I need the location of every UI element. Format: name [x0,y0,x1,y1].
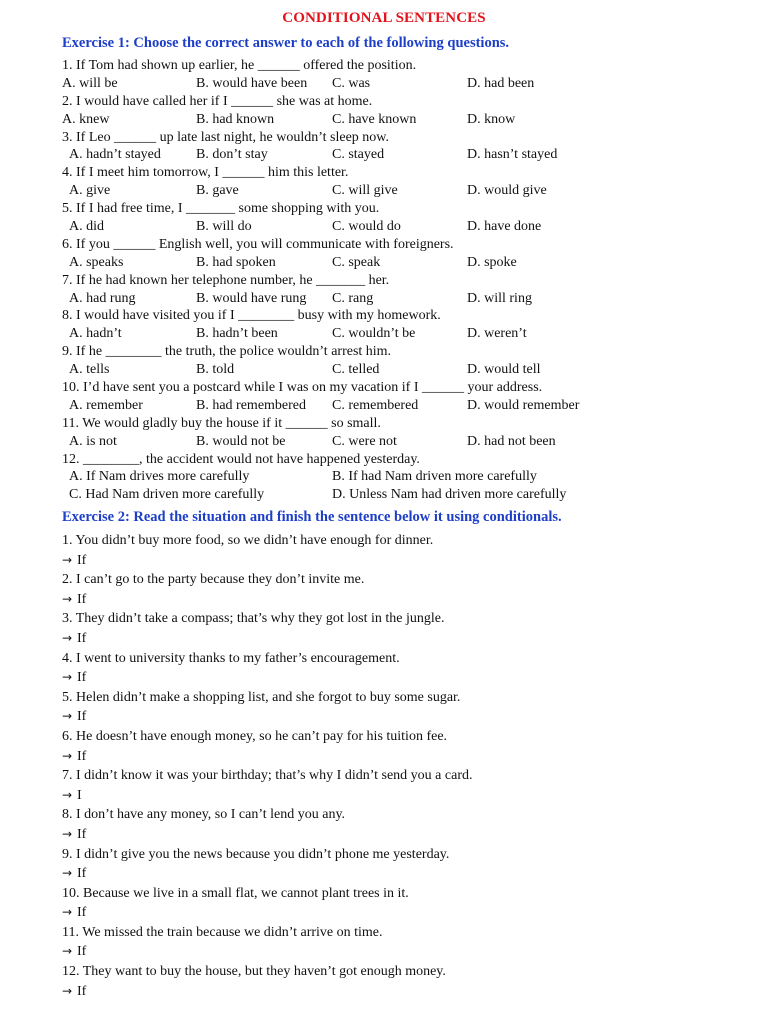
situation-text: 11. We missed the train because we didn’t arrive on time. [62,924,383,940]
answer-option[interactable]: D. hasn’t stayed [467,147,558,163]
question-text: 11. We would gladly buy the house if it ______ so small. [62,415,381,431]
situation-line [0,923,768,943]
answer-option[interactable]: C. will give [332,183,398,199]
question-text: 10. I’d have sent you a postcard while I was on my vacation if I ______ your address. [62,380,543,396]
question-text: 1. If Tom had shown up earlier, he ______ offered the position. [62,58,417,73]
options-line [0,75,768,93]
options-line [0,146,768,164]
options-line [0,290,768,308]
right-arrow-icon: → [62,944,73,959]
answer-option[interactable]: C. would do [332,219,401,235]
answer-option[interactable]: D. had been [467,75,535,91]
answer-option[interactable]: D. spoke [467,254,517,270]
question-text: 8. I would have visited you if I ________ busy with my homework. [62,308,441,324]
situation-text: 8. I don’t have any money, so I can’t lend you any. [62,807,346,823]
answer-start-word: If [77,944,87,960]
answer-start-word: If [77,670,87,686]
options-line [0,111,768,129]
answer-line[interactable] [0,629,768,649]
answer-option[interactable]: B. had known [196,111,275,127]
options-line [0,325,768,343]
exercise2-items [0,531,768,1001]
question-text: 2. I would have called her if I ______ she was at home. [62,93,373,109]
right-arrow-icon: → [62,552,73,567]
answer-option[interactable]: D. would give [467,183,547,199]
right-arrow-icon: → [62,983,73,998]
answer-option[interactable]: A. knew [62,111,110,127]
question-line [0,129,768,147]
answer-line[interactable] [0,942,768,962]
answer-option[interactable]: B. would have been [196,75,308,91]
answer-option[interactable]: A. had rung [69,290,136,306]
situation-text: 10. Because we live in a small flat, we cannot plant trees in it. [62,885,409,901]
question-line [0,57,768,75]
answer-start-word: If [77,552,87,568]
question-line [0,200,768,218]
answer-line[interactable] [0,903,768,923]
right-arrow-icon: → [62,787,73,802]
answer-start [62,629,86,649]
answer-line[interactable] [0,786,768,806]
answer-start-word: If [77,591,87,607]
question-text: 12. ________, the accident would not have happened yesterday. [62,451,420,467]
answer-option[interactable]: B. hadn’t been [196,326,278,342]
answer-option[interactable]: B. had spoken [196,254,276,270]
situation-line [0,805,768,825]
answer-option[interactable]: C. rang [332,290,374,306]
answer-line[interactable] [0,707,768,727]
answer-line[interactable] [0,982,768,1002]
right-arrow-icon: → [62,748,73,763]
question-text: 6. If you ______ English well, you will communicate with foreigners. [62,236,454,252]
situation-text: 1. You didn’t buy more food, so we didn’t have enough for dinner. [62,533,434,548]
situation-text: 3. They didn’t take a compass; that’s why they got lost in the jungle. [62,611,445,627]
situation-line [0,845,768,865]
answer-line[interactable] [0,747,768,767]
answer-start [62,786,82,806]
question-text: 7. If he had known her telephone number, he _______ her. [62,272,390,288]
options-line [0,254,768,272]
question-text: 3. If Leo ______ up late last night, he wouldn’t sleep now. [62,129,389,145]
answer-start [62,590,86,610]
answer-option[interactable]: C. telled [332,362,380,378]
answer-start-word: If [77,905,87,921]
answer-option[interactable]: C. have known [332,111,417,127]
answer-option[interactable]: B. If had Nam driven more carefully [332,469,537,485]
answer-start [62,707,86,727]
options-line [0,433,768,451]
situation-text: 12. They want to buy the house, but they haven’t got enough money. [62,964,446,980]
situation-line [0,884,768,904]
right-arrow-icon: → [62,630,73,645]
answer-start [62,668,86,688]
answer-option[interactable]: B. don’t stay [196,147,268,163]
exercise1-questions [0,57,768,504]
situation-text: 5. Helen didn’t make a shopping list, and she forgot to buy some sugar. [62,689,461,705]
answer-option[interactable]: A. speaks [69,254,124,270]
answer-option[interactable]: D. would remember [467,397,580,413]
answer-option[interactable]: A. is not [69,433,117,449]
answer-start-word: If [77,983,87,999]
situation-line [0,570,768,590]
answer-option[interactable]: C. Had Nam driven more carefully [69,487,265,503]
answer-option[interactable]: D. have done [467,219,542,235]
question-line [0,272,768,290]
situation-line [0,727,768,747]
answer-option[interactable]: B. would not be [196,433,286,449]
options-line [0,218,768,236]
situation-line [0,609,768,629]
situation-line [0,962,768,982]
answer-option[interactable]: B. had remembered [196,397,307,413]
right-arrow-icon: → [62,905,73,920]
right-arrow-icon: → [62,866,73,881]
answer-option[interactable]: D. weren’t [467,326,527,342]
answer-option[interactable]: D. would tell [467,362,541,378]
answer-start-word: If [77,709,87,725]
question-line [0,379,768,397]
page-title: CONDITIONAL SENTENCES [282,10,486,26]
situation-text: 6. He doesn’t have enough money, so he can’t pay for his tuition fee. [62,728,448,744]
answer-option[interactable]: A. will be [62,75,118,91]
situation-line [0,688,768,708]
right-arrow-icon: → [62,670,73,685]
exercise1-heading: Exercise 1: Choose the correct answer to each of the following questions. [62,35,510,51]
answer-line[interactable] [0,668,768,688]
answer-line[interactable] [0,864,768,884]
answer-option[interactable]: D. will ring [467,290,532,306]
answer-option[interactable]: C. was [332,75,371,91]
answer-start [62,747,86,767]
answer-start-word: If [77,826,87,842]
answer-start [62,903,86,923]
options-line [0,486,768,504]
question-line [0,307,768,325]
question-line [0,415,768,433]
options-line [0,468,768,486]
exercise2-heading: Exercise 2: Read the situation and finish the sentence below it using conditionals. [62,509,562,525]
situation-line [0,531,768,551]
answer-option[interactable]: B. gave [196,183,239,199]
answer-start [62,982,86,1002]
question-text: 4. If I meet him tomorrow, I ______ him this letter. [62,165,349,181]
situation-text: 2. I can’t go to the party because they don’t invite me. [62,572,365,588]
answer-start [62,551,86,571]
answer-option[interactable]: B. would have rung [196,290,307,306]
right-arrow-icon: → [62,591,73,606]
answer-option[interactable]: D. know [467,111,516,127]
answer-start-word: I [77,787,82,803]
answer-start [62,825,86,845]
question-line [0,93,768,111]
answer-start-word: If [77,748,87,764]
question-text: 9. If he ________ the truth, the police wouldn’t arrest him. [62,344,392,360]
answer-option[interactable]: B. will do [196,219,252,235]
options-line [0,361,768,379]
options-line [0,397,768,415]
situation-text: 4. I went to university thanks to my father’s encouragement. [62,650,400,666]
answer-line[interactable] [0,825,768,845]
question-line [0,236,768,254]
answer-option[interactable]: C. speak [332,254,381,270]
answer-option[interactable]: C. remembered [332,397,419,413]
answer-start [62,864,86,884]
question-line [0,343,768,361]
answer-line[interactable] [0,551,768,571]
question-text: 5. If I had free time, I _______ some shopping with you. [62,201,380,217]
answer-option[interactable]: A. tells [69,362,110,378]
situation-text: 7. I didn’t know it was your birthday; that’s why I didn’t send you a card. [62,768,473,784]
answer-option[interactable]: A. hadn’t stayed [69,147,161,163]
answer-start-word: If [77,630,87,646]
situation-text: 9. I didn’t give you the news because you didn’t phone me yesterday. [62,846,450,862]
answer-option[interactable]: A. If Nam drives more carefully [69,469,250,485]
answer-option[interactable]: C. were not [332,433,397,449]
options-line [0,182,768,200]
answer-option[interactable]: B. told [196,362,235,378]
answer-line[interactable] [0,590,768,610]
question-line [0,451,768,469]
answer-option[interactable]: A. give [69,183,111,199]
answer-option[interactable]: C. stayed [332,147,385,163]
right-arrow-icon: → [62,826,73,841]
answer-option[interactable]: D. had not been [467,433,556,449]
situation-line [0,649,768,669]
answer-option[interactable]: A. remember [69,397,143,413]
answer-option[interactable]: A. did [69,219,104,235]
answer-option[interactable]: D. Unless Nam had driven more carefully [332,487,567,503]
answer-option[interactable]: A. hadn’t [69,326,122,342]
right-arrow-icon: → [62,709,73,724]
answer-start [62,942,86,962]
question-line [0,164,768,182]
answer-start-word: If [77,866,87,882]
situation-line [0,766,768,786]
answer-option[interactable]: C. wouldn’t be [332,326,416,342]
